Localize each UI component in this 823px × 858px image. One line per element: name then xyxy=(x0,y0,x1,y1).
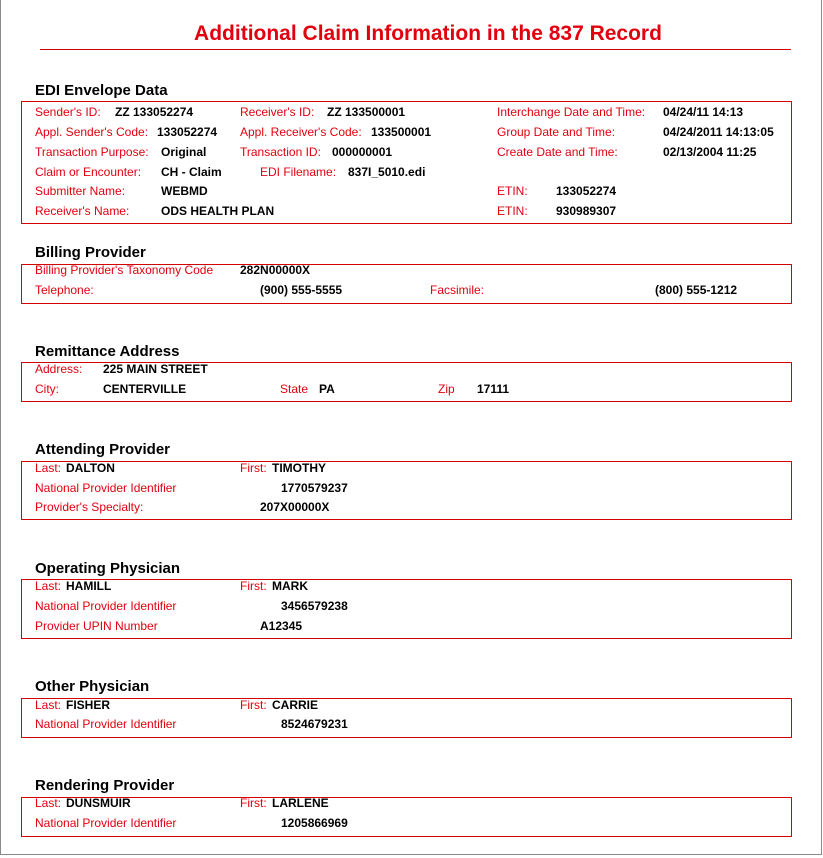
purpose-value: Original xyxy=(161,145,207,159)
npi-label: National Provider Identifier xyxy=(35,599,177,613)
taxonomy-value: 282N00000X xyxy=(240,263,311,277)
interchange-label: Interchange Date and Time: xyxy=(497,105,646,119)
fax-label: Facsimile: xyxy=(430,283,485,297)
address-label: Address: xyxy=(35,362,83,376)
etin-value: 930989307 xyxy=(556,204,617,218)
first-name-label: First: xyxy=(240,461,267,475)
last-name-value: DALTON xyxy=(66,461,115,475)
specialty-value: 207X00000X xyxy=(260,500,330,514)
receiver-id-value: ZZ 133500001 xyxy=(327,105,406,119)
submitter-label: Submitter Name: xyxy=(35,184,126,198)
npi-value: 1205866969 xyxy=(281,816,348,830)
other-heading: Other Physician xyxy=(35,678,150,695)
claim-value: CH - Claim xyxy=(161,165,222,179)
create-label: Create Date and Time: xyxy=(497,145,618,159)
etin-value: 133052274 xyxy=(556,184,617,198)
telephone-value: (900) 555-5555 xyxy=(260,283,343,297)
last-name-value: DUNSMUIR xyxy=(66,796,131,810)
npi-value: 1770579237 xyxy=(281,481,348,495)
first-name-value: TIMOTHY xyxy=(272,461,326,475)
zip-label: Zip xyxy=(438,382,455,396)
claim-label: Claim or Encounter: xyxy=(35,165,142,179)
receiver-name-value: ODS HEALTH PLAN xyxy=(161,204,275,218)
telephone-label: Telephone: xyxy=(35,283,94,297)
sender-id-label: Sender's ID: xyxy=(35,105,101,119)
first-name-value: MARK xyxy=(272,579,308,593)
fax-value: (800) 555-1212 xyxy=(655,283,738,297)
submitter-value: WEBMD xyxy=(161,184,208,198)
npi-label: National Provider Identifier xyxy=(35,481,177,495)
first-name-label: First: xyxy=(240,796,267,810)
appl-receiver-value: 133500001 xyxy=(371,125,432,139)
npi-label: National Provider Identifier xyxy=(35,816,177,830)
purpose-label: Transaction Purpose: xyxy=(35,145,149,159)
receiver-id-label: Receiver's ID: xyxy=(240,105,315,119)
zip-value: 17111 xyxy=(477,382,510,396)
interchange-value: 04/24/11 14:13 xyxy=(663,105,744,119)
state-label: State xyxy=(280,382,309,396)
rendering-heading: Rendering Provider xyxy=(35,777,175,794)
address-value: 225 MAIN STREET xyxy=(103,362,208,376)
title-divider xyxy=(40,49,791,50)
create-value: 02/13/2004 11:25 xyxy=(663,145,757,159)
city-value: CENTERVILLE xyxy=(103,382,187,396)
page-title: Additional Claim Information in the 837 Record xyxy=(194,22,662,45)
first-name-label: First: xyxy=(240,579,267,593)
transaction-id-label: Transaction ID: xyxy=(240,145,321,159)
city-label: City: xyxy=(35,382,59,396)
group-label: Group Date and Time: xyxy=(497,125,616,139)
npi-value: 8524679231 xyxy=(281,717,348,731)
appl-sender-value: 133052274 xyxy=(157,125,218,139)
receiver-name-label: Receiver's Name: xyxy=(35,204,130,218)
specialty-label: Provider's Specialty: xyxy=(35,500,144,514)
transaction-id-value: 000000001 xyxy=(332,145,393,159)
filename-value: 837I_5010.edi xyxy=(348,165,426,179)
billing-heading: Billing Provider xyxy=(35,244,146,261)
remittance-heading: Remittance Address xyxy=(35,343,180,360)
etin-label: ETIN: xyxy=(497,184,528,198)
operating-heading: Operating Physician xyxy=(35,560,181,577)
etin-label: ETIN: xyxy=(497,204,528,218)
state-value: PA xyxy=(319,382,335,396)
first-name-value: LARLENE xyxy=(272,796,329,810)
edi-envelope-box xyxy=(21,101,792,224)
last-name-value: HAMILL xyxy=(66,579,112,593)
appl-receiver-label: Appl. Receiver's Code: xyxy=(240,125,362,139)
edi-heading: EDI Envelope Data xyxy=(35,82,168,99)
attending-heading: Attending Provider xyxy=(35,441,171,458)
last-name-label: Last: xyxy=(35,461,62,475)
group-value: 04/24/2011 14:13:05 xyxy=(663,125,774,139)
npi-label: National Provider Identifier xyxy=(35,717,177,731)
last-name-value: FISHER xyxy=(66,698,111,712)
upin-label: Provider UPIN Number xyxy=(35,619,158,633)
npi-value: 3456579238 xyxy=(281,599,348,613)
upin-value: A12345 xyxy=(260,619,303,633)
filename-label: EDI Filename: xyxy=(260,165,337,179)
first-name-value: CARRIE xyxy=(272,698,319,712)
last-name-label: Last: xyxy=(35,579,62,593)
appl-sender-label: Appl. Sender's Code: xyxy=(35,125,149,139)
last-name-label: Last: xyxy=(35,698,62,712)
last-name-label: Last: xyxy=(35,796,62,810)
sender-id-value: ZZ 133052274 xyxy=(115,105,194,119)
taxonomy-label: Billing Provider's Taxonomy Code xyxy=(35,263,214,277)
first-name-label: First: xyxy=(240,698,267,712)
